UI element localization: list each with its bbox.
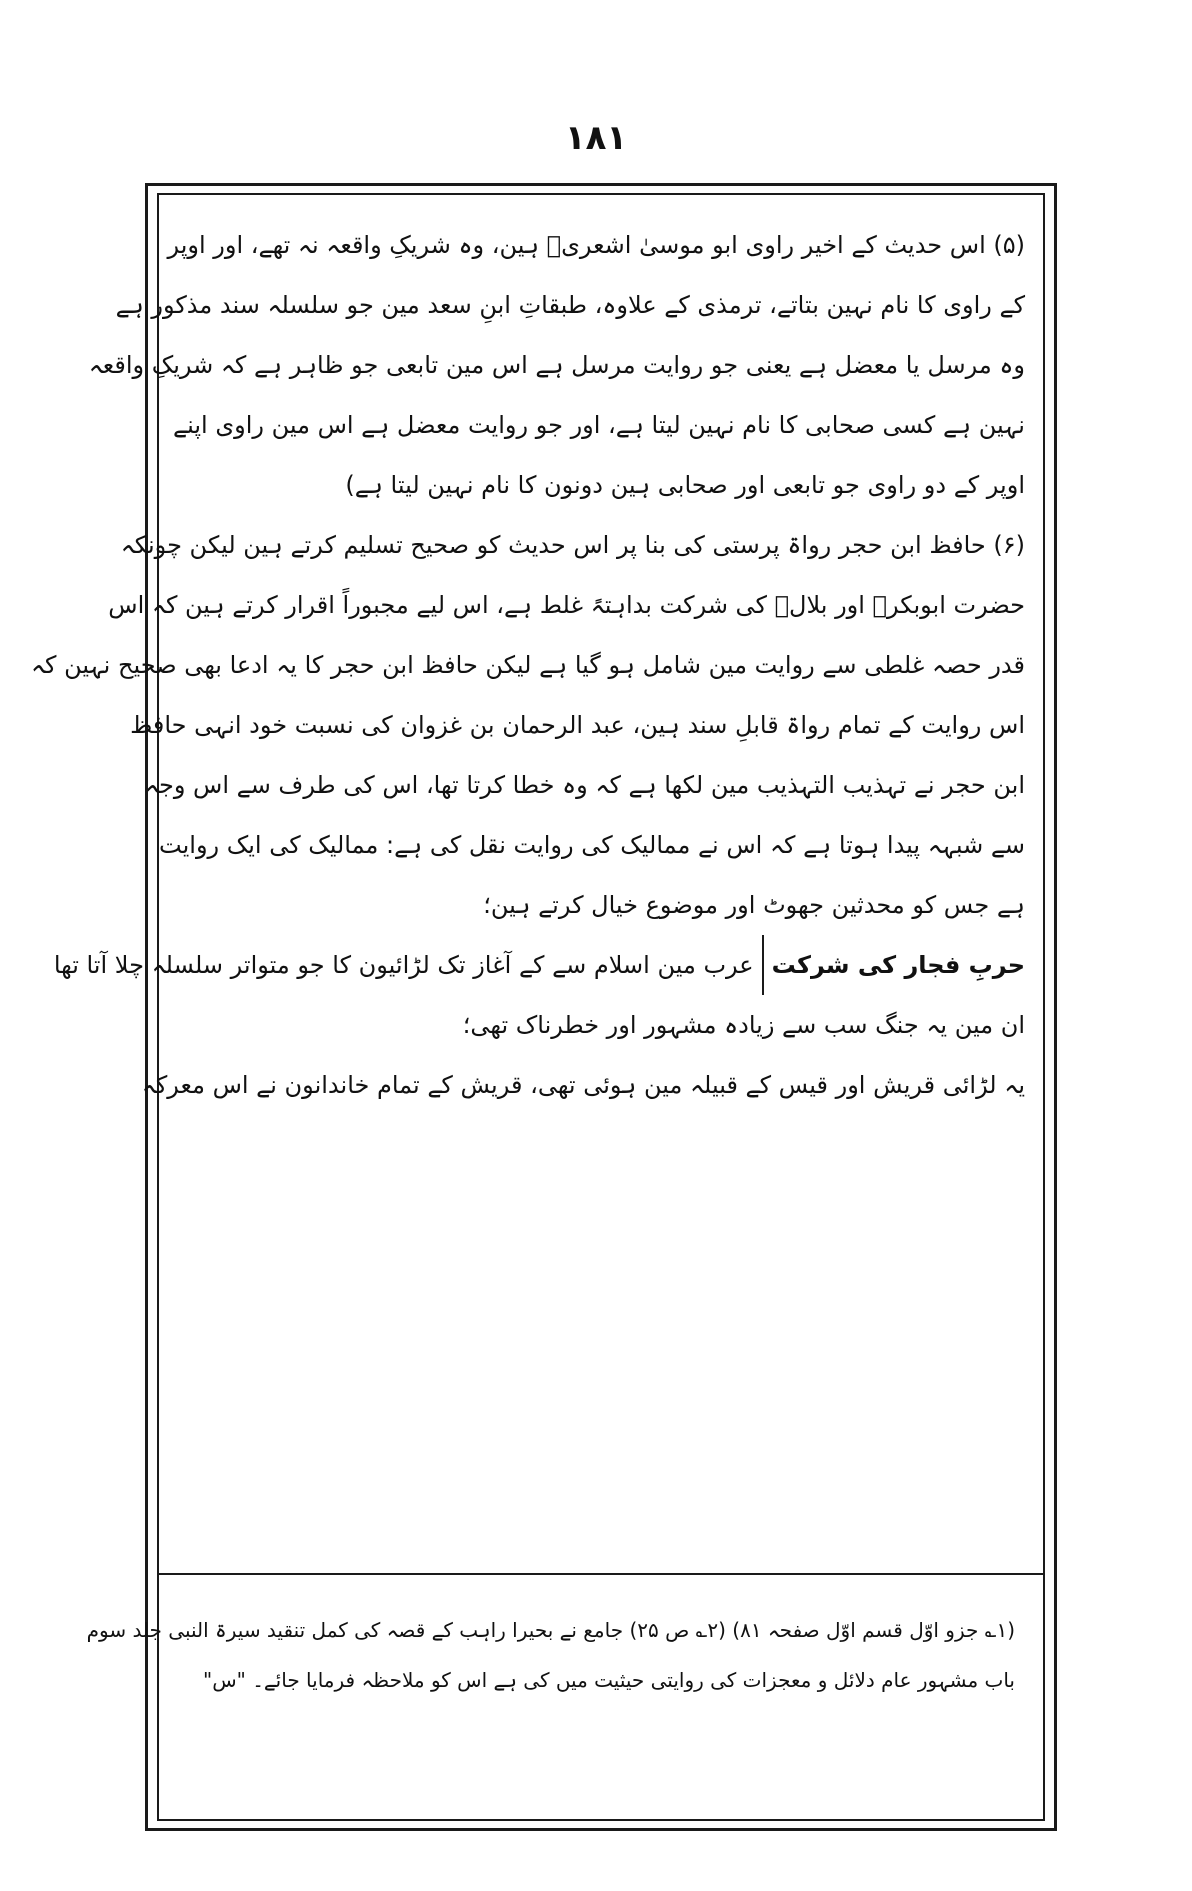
body-line: (۶) حافظ ابن حجر رواۃ پرستی کی بنا پر اس حدیث کو صحیح تسلیم کرتے ہین لیکن چونکہ [120, 531, 1025, 559]
body-line: سے شبہہ پیدا ہوتا ہے کہ اس نے ممالیک کی روایت نقل کی ہے: ممالیک کی ایک روایت [159, 831, 1025, 859]
body-line: اوپر کے دو راوی جو تابعی اور صحابی ہین دونون کا نام نہین لیتا ہے) [345, 471, 1025, 499]
footnote-line: باب مشہور عام دلائل و معجزات کی روایتی حیثیت میں کی ہے اس کو ملاحظہ فرمایا جائے۔ "س" [203, 1668, 1015, 1692]
body-line: قدر حصہ غلطی سے روایت مین شامل ہو گیا ہے لیکن حافظ ابن حجر کا یہ ادعا بھی صحیح نہین کہ [30, 651, 1025, 679]
body-line: ہے جس کو محدثین جھوٹ اور موضوع خیال کرتے ہین؛ [483, 891, 1025, 919]
body-line: حضرت ابوبکرؓ اور بلالؓ کی شرکت بداہتہً غلط ہے، اس لیے مجبوراً اقرار کرتے ہین کہ اس [108, 591, 1025, 619]
body-line: ابن حجر نے تہذیب التہذیب مین لکھا ہے کہ وہ خطا کرتا تھا، اس کی طرف سے اس وجہ [144, 771, 1025, 799]
body-line: ان مین یہ جنگ سب سے زیادہ مشہور اور خطرناک تھی؛ [462, 1011, 1025, 1039]
body-line: یہ لڑائی قریش اور قیس کے قبیلہ مین ہوئی تھی، قریش کے تمام خاندانون نے اس معرکہ [141, 1071, 1025, 1099]
section-heading-line [53, 935, 1025, 995]
body-line: وہ مرسل یا معضل ہے یعنی جو روایت مرسل ہے اس مین تابعی جو ظاہر ہے کہ شریکِ واقعہ [88, 351, 1025, 379]
footnotes [86, 1605, 1015, 1705]
body-text [30, 215, 1025, 1115]
footnote-line: (۱؎ جزو اوّل قسم اوّل صفحہ ۸۱) (۲؎ ص ۲۵) جامع نے بحیرا راہب کے قصہ کی کمل تنقید سیرۃ النبی جلد سوم [86, 1618, 1015, 1642]
body-line: کے راوی کا نام نہین بتاتے، ترمذی کے علاوہ، طبقاتِ ابنِ سعد مین جو سلسلہ سند مذکور ہے [115, 291, 1025, 319]
footnote-divider [157, 1573, 1045, 1575]
body-line: نہین ہے کسی صحابی کا نام نہین لیتا ہے، اور جو روایت معضل ہے اس مین راوی اپنے [173, 411, 1025, 439]
page-number: ۱۸۱ [564, 118, 628, 158]
section-heading: حربِ فجار کی شرکت [762, 935, 1025, 995]
body-line: (۵) اس حدیث کے اخیر راوی ابو موسیٰ اشعریؓ ہین، وہ شریکِ واقعہ نہ تھے، اور اوپر [167, 231, 1025, 259]
body-line: اس روایت کے تمام رواۃ قابلِ سند ہین، عبد الرحمان بن غزوان کی نسبت خود انہی حافظ [130, 711, 1025, 739]
body-line: عرب مین اسلام سے کے آغاز تک لڑائیون کا جو متواتر سلسلہ چلا آتا تھا [53, 951, 754, 979]
